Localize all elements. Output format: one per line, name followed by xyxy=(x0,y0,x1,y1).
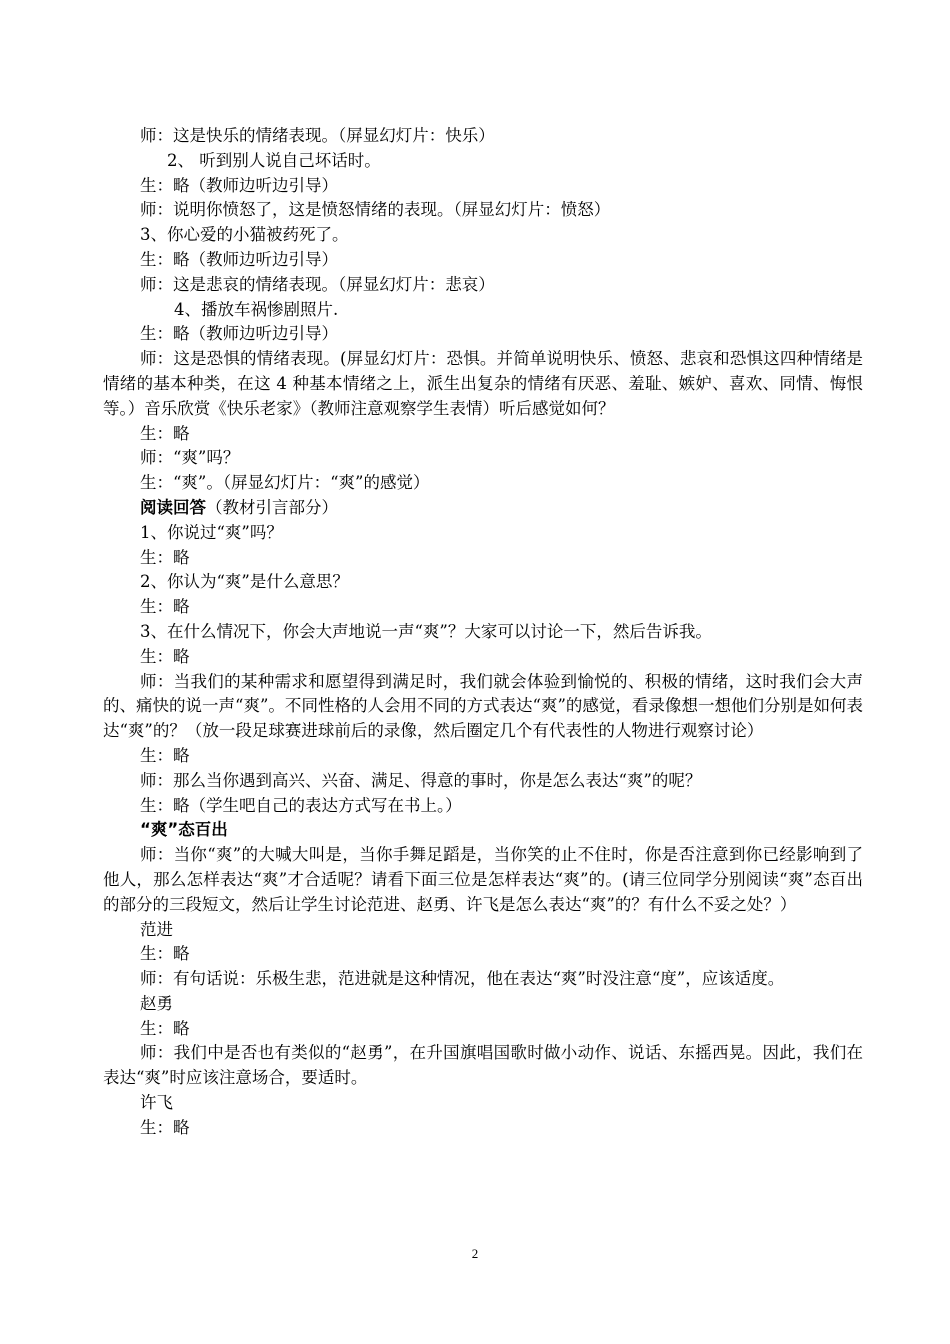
text-line: 生：略（教师边听边引导） xyxy=(140,175,338,195)
text-line: 4、播放车祸惨剧照片. xyxy=(174,299,339,319)
paragraph: 师：我们中是否也有类似的“赵勇”，在升国旗唱国歌时做小动作、说话、东摇西晃。因此，我们在表达“爽”时应该注意场合，要适时。 xyxy=(103,1043,863,1088)
text-line: 生：略 xyxy=(140,547,190,567)
text-line: 师：“爽”吗？ xyxy=(140,448,240,468)
text-line: 生：略（教师边听边引导） xyxy=(140,249,338,269)
text-line: 3、在什么情况下，你会大声地说一声“爽”？大家可以讨论一下，然后告诉我。 xyxy=(140,621,712,641)
text-line: 师：说明你愤怒了，这是愤怒情绪的表现。（屏显幻灯片：愤怒） xyxy=(140,200,611,220)
paragraph: 师：有句话说：乐极生悲，范进就是这种情况，他在表达“爽”时没注意“度”，应该适度。 xyxy=(140,969,785,989)
text-line: 许飞 xyxy=(140,1093,173,1113)
text-line: 生：略 xyxy=(140,1117,190,1137)
text-line: 生：略（学生吧自己的表达方式写在书上。） xyxy=(140,795,462,815)
paragraph: 师：当我们的某种需求和愿望得到满足时，我们就会体验到愉悦的、积极的情绪，这时我们会大声的、痛快的说一声“爽”。不同性格的人会用不同的方式表达“爽”的感觉，看录像想一想他们分别是如何表达“爽”的？（放一段足球赛进球前后的录像，然后圈定几个有代表性的人物进行观察讨论） xyxy=(103,671,863,741)
text-line: 生：略 xyxy=(140,745,190,765)
text-line: 2、 听到别人说自己坏话时。 xyxy=(167,150,381,170)
text-line: 赵勇 xyxy=(140,993,173,1013)
text-line: 生：略 xyxy=(140,944,190,964)
text-line: 生：略 xyxy=(140,646,190,666)
page-number: 2 xyxy=(471,1246,479,1261)
heading-bold-text: 阅读回答 xyxy=(140,497,206,517)
text-line: 1、你说过“爽”吗？ xyxy=(140,522,283,542)
text-line: 3、你心爱的小猫被药死了。 xyxy=(140,225,349,245)
heading-bold-text: “爽”态百出 xyxy=(140,820,228,840)
document-body xyxy=(103,124,863,1141)
text-line: 生：略 xyxy=(140,423,190,443)
text-line: 范进 xyxy=(140,919,173,939)
heading-note: （教材引言部分） xyxy=(206,497,338,517)
text-line: 生：略 xyxy=(140,1018,190,1038)
text-line: 师：这是快乐的情绪表现。（屏显幻灯片：快乐） xyxy=(140,126,495,145)
section-heading-shuang xyxy=(103,818,863,843)
text-line: 生：略 xyxy=(140,597,190,617)
text-line: 师：那么当你遇到高兴、兴奋、满足、得意的事时，你是怎么表达“爽”的呢？ xyxy=(140,770,702,790)
text-line: 师：这是悲哀的情绪表现。（屏显幻灯片：悲哀） xyxy=(140,274,495,294)
text-line: 生：“爽”。（屏显幻灯片：“爽”的感觉） xyxy=(140,473,430,493)
text-line: 生：略（教师边听边引导） xyxy=(140,324,338,344)
paragraph: 师：当你“爽”的大喊大叫是，当你手舞足蹈是，当你笑的止不住时，你是否注意到你已经影响到了他人，那么怎样表达“爽”才合适呢？请看下面三位是怎样表达“爽”的。(请三位同学分别阅读“爽”态百出的部分的三段短文，然后让学生讨论范进、赵勇、许飞是怎么表达“爽”的？有什么不妥之处？） xyxy=(103,845,863,914)
paragraph: 师：这是恐惧的情绪表现。(屏显幻灯片：恐惧。并简单说明快乐、愤怒、悲哀和恐惧这四种情绪是情绪的基本种类，在这 4 种基本情绪之上，派生出复杂的情绪有厌恶、羞耻、嫉妒、喜欢、同情、悔恨等。）音乐欣赏《快乐老家》（教师注意观察学生表情）听后感觉如何？ xyxy=(103,349,863,418)
section-heading-reading xyxy=(103,496,863,521)
text-line: 2、你认为“爽”是什么意思？ xyxy=(140,572,349,592)
